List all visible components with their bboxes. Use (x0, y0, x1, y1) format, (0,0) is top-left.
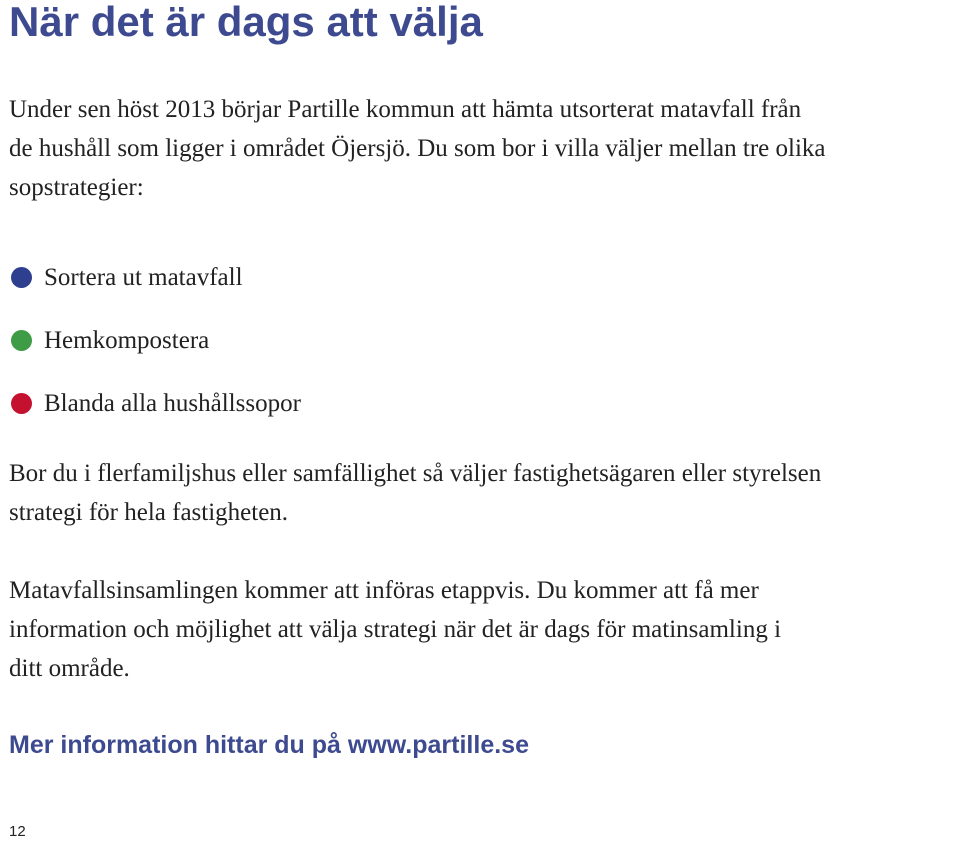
intro-line: sopstrategier: (9, 174, 144, 201)
etapp-line: Matavfallsinsamlingen kommer att införas etappvis. Du kommer att få mer (9, 577, 759, 604)
intro-line: Under sen höst 2013 börjar Partille kommun att hämta utsorterat matavfall från (9, 96, 802, 123)
strategy-label: Sortera ut matavfall (44, 263, 243, 291)
strategy-list (9, 246, 301, 435)
more-info-link-text: Mer information hittar du på www.partille.se (9, 731, 529, 759)
page-title: När det är dags att välja (9, 0, 483, 45)
intro-paragraph (9, 90, 825, 207)
etapp-line: ditt område. (9, 655, 130, 682)
strategy-item-sortera (9, 246, 301, 309)
page-number: 12 (9, 823, 26, 840)
green-dot-icon (11, 330, 32, 351)
intro-line: de hushåll som ligger i området Öjersjö. Du som bor i villa väljer mellan tre olika (9, 135, 826, 162)
etapp-paragraph (9, 571, 781, 688)
etapp-line: information och möjlighet att välja strategi när det är dags för matinsamling i (9, 616, 782, 643)
strategy-label: Hemkompostera (44, 326, 210, 354)
strategy-item-blanda (9, 372, 301, 435)
strategy-label: Blanda alla hushållssopor (44, 389, 301, 417)
strategy-item-hemkompostera (9, 309, 301, 372)
red-dot-icon (11, 393, 32, 414)
flerfamilj-paragraph (9, 454, 821, 532)
blue-dot-icon (11, 267, 32, 288)
flerfamilj-line: Bor du i flerfamiljshus eller samfällighet så väljer fastighetsägaren eller styrelsen (9, 460, 822, 487)
flerfamilj-line: strategi för hela fastigheten. (9, 499, 289, 526)
